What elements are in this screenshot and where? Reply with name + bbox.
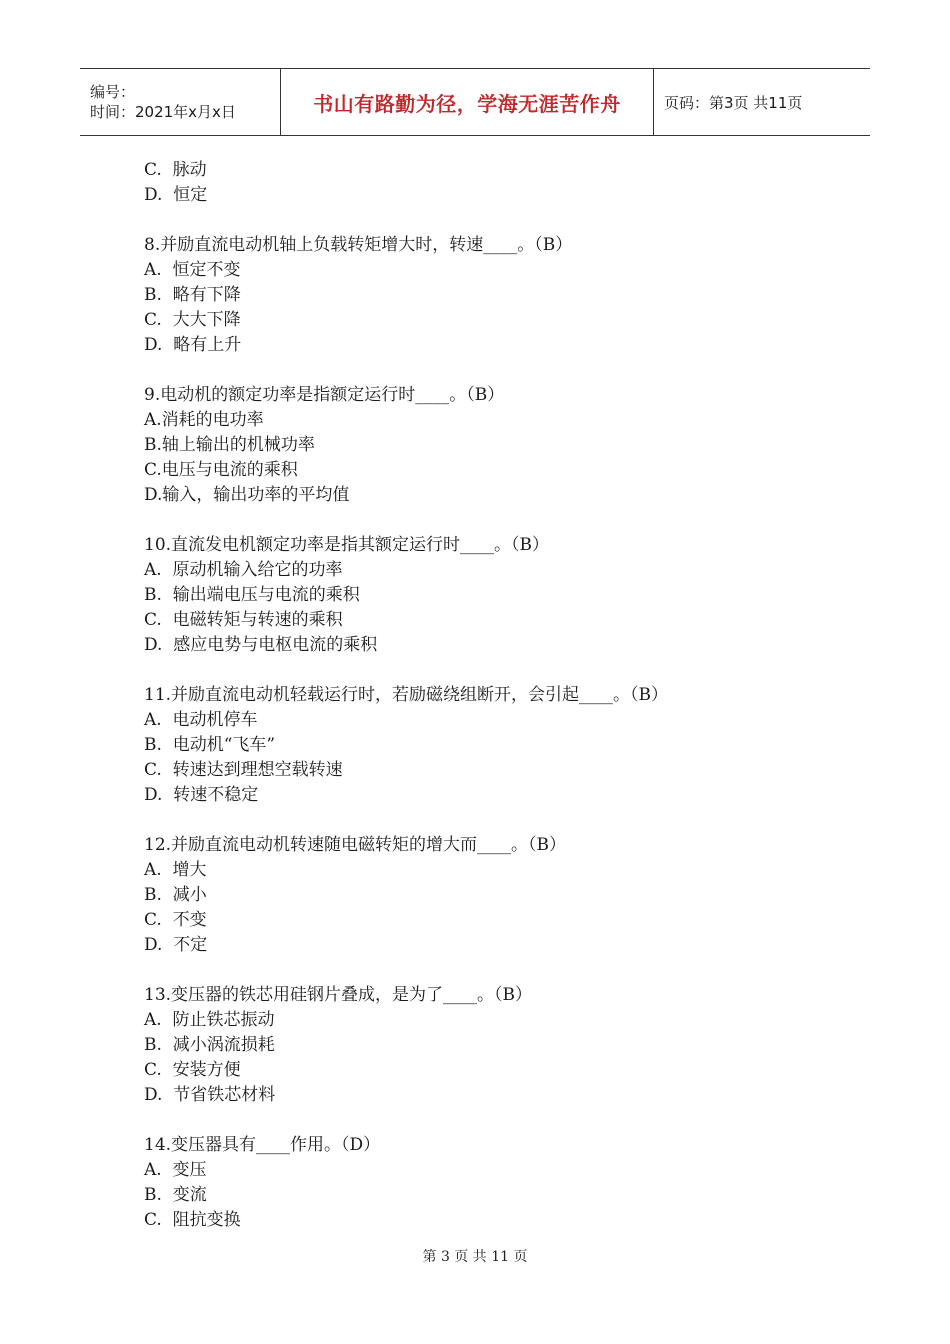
question-stem: 14.变压器具有____作用。（D）	[144, 1135, 381, 1155]
question-block	[144, 983, 844, 1108]
answer-option: B. 减小涡流损耗	[144, 1035, 275, 1055]
answer-option: C. 阻抗变换	[144, 1210, 241, 1230]
answer-option: D. 转速不稳定	[144, 785, 259, 805]
answer-option: B. 电动机“飞车”	[144, 735, 276, 755]
question-stem: 9.电动机的额定功率是指额定运行时____。（B）	[144, 385, 505, 405]
question-block	[144, 383, 844, 508]
answer-option: D. 感应电势与电枢电流的乘积	[144, 635, 378, 655]
answer-option: A. 恒定不变	[144, 260, 241, 280]
answer-option: D. 略有上升	[144, 335, 242, 355]
answer-option: A.消耗的电功率	[144, 410, 264, 430]
answer-option: C.电压与电流的乘积	[144, 460, 298, 480]
answer-option: D.输入，输出功率的平均值	[144, 485, 350, 505]
question-block	[144, 1133, 844, 1233]
answer-option: B. 减小	[144, 885, 207, 905]
answer-option: D. 不定	[144, 935, 208, 955]
page-header	[80, 68, 870, 136]
question-stem: 10.直流发电机额定功率是指其额定运行时____。（B）	[144, 535, 550, 555]
answer-option: C. 安装方便	[144, 1060, 241, 1080]
header-page-label: 页码：第3页 共11页	[664, 93, 803, 112]
answer-option: A. 电动机停车	[144, 710, 258, 730]
header-motto-cell	[281, 69, 654, 135]
document-number-label: 编号：	[90, 83, 136, 101]
answer-option: A. 原动机输入给它的功率	[144, 560, 343, 580]
answer-option: D. 节省铁芯材料	[144, 1085, 276, 1105]
answer-option: C. 转速达到理想空载转速	[144, 760, 343, 780]
answer-option: A. 变压	[144, 1160, 207, 1180]
question-stem: 12.并励直流电动机转速随电磁转矩的增大而____。（B）	[144, 835, 567, 855]
question-block	[144, 533, 844, 658]
question-list	[144, 158, 844, 1233]
answer-option: C. 电磁转矩与转速的乘积	[144, 610, 343, 630]
page-footer: 第 3 页 共 11 页	[422, 1249, 528, 1265]
answer-option: D. 恒定	[144, 185, 208, 205]
question-block	[144, 833, 844, 958]
question-block	[144, 683, 844, 808]
answer-option: B.轴上输出的机械功率	[144, 435, 315, 455]
header-motto: 书山有路勤为径，学海无涯苦作舟	[313, 91, 621, 116]
question-stem: 8.并励直流电动机轴上负载转矩增大时，转速____。（B）	[144, 235, 573, 255]
question-block	[144, 233, 844, 358]
question-stem: 11.并励直流电动机轻载运行时，若励磁绕组断开，会引起____。（B）	[144, 685, 669, 705]
answer-option: B. 略有下降	[144, 285, 241, 305]
header-meta	[80, 69, 281, 135]
answer-option: B. 变流	[144, 1185, 207, 1205]
header-page-cell	[654, 69, 870, 135]
answer-option: C. 不变	[144, 910, 207, 930]
question-stem: 13.变压器的铁芯用硅钢片叠成，是为了____。（B）	[144, 985, 533, 1005]
question-block	[144, 158, 844, 208]
document-time-label: 时间：2021年x月x日	[90, 103, 236, 121]
answer-option: B. 输出端电压与电流的乘积	[144, 585, 360, 605]
answer-option: A. 增大	[144, 860, 207, 880]
answer-option: C. 大大下降	[144, 310, 241, 330]
answer-option: C. 脉动	[144, 160, 207, 180]
answer-option: A. 防止铁芯振动	[144, 1010, 275, 1030]
